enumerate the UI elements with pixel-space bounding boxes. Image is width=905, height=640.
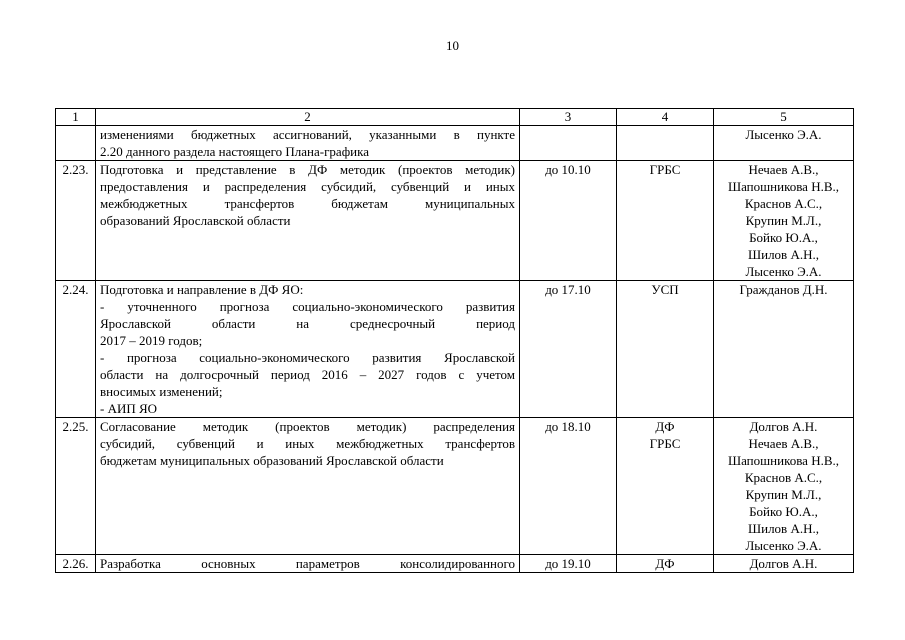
row-executor (617, 555, 714, 573)
executor-line: ГРБС (649, 162, 681, 177)
responsible-line: Шилов А.Н., (748, 521, 819, 536)
row-description (96, 126, 520, 161)
description-line: межбюджетных трансфертов бюджетам муниципальных (100, 196, 515, 211)
row-responsible (714, 161, 854, 281)
row-number: 2.23. (56, 161, 96, 281)
description-line: 2017 – 2019 годов; (100, 333, 203, 348)
row-description (96, 555, 520, 573)
row-deadline: до 17.10 (520, 281, 617, 418)
executor-line: ДФ (655, 556, 675, 571)
table-row (56, 418, 854, 555)
row-number: 2.26. (56, 555, 96, 573)
row-deadline: до 18.10 (520, 418, 617, 555)
description-line: образований Ярославской области (100, 213, 291, 228)
responsible-line: Шилов А.Н., (748, 247, 819, 262)
row-number: 2.24. (56, 281, 96, 418)
description-line: Ярославской области на среднесрочный период (100, 316, 515, 331)
responsible-line: Крупин М.Л., (745, 487, 822, 502)
page-number: 10 (446, 38, 459, 53)
description-line: - уточненного прогноза социально-экономического развития (100, 299, 515, 314)
responsible-line: Лысенко Э.А. (745, 127, 822, 142)
responsible-line: Нечаев А.В., (748, 436, 819, 451)
responsible-line: Бойко Ю.А., (749, 504, 818, 519)
responsible-line: Крупин М.Л., (745, 213, 822, 228)
table-row (56, 555, 854, 573)
row-deadline (520, 126, 617, 161)
row-description (96, 281, 520, 418)
row-executor (617, 126, 714, 161)
row-description (96, 161, 520, 281)
description-line: 2.20 данного раздела настоящего Плана-графика (100, 144, 369, 159)
header-col-3: 3 (520, 109, 617, 126)
responsible-line: Нечаев А.В., (748, 162, 819, 177)
description-line: вносимых изменений; (100, 384, 223, 399)
responsible-line: Лысенко Э.А. (745, 264, 822, 279)
row-number (56, 126, 96, 161)
row-responsible (714, 555, 854, 573)
header-col-4: 4 (617, 109, 714, 126)
description-line: изменениями бюджетных ассигнований, указанными в пункте (100, 127, 515, 142)
row-responsible (714, 418, 854, 555)
responsible-line: Лысенко Э.А. (745, 538, 822, 553)
executor-line: ДФ (655, 419, 675, 434)
row-executor (617, 418, 714, 555)
responsible-line: Долгов А.Н. (749, 419, 818, 434)
row-description (96, 418, 520, 555)
row-executor (617, 161, 714, 281)
plan-schedule-table (55, 108, 854, 573)
table-row (56, 281, 854, 418)
description-line: - прогноза социально-экономического развития Ярославской (100, 350, 515, 365)
row-responsible (714, 126, 854, 161)
table-row (56, 161, 854, 281)
description-line: области на долгосрочный период 2016 – 2027 годов с учетом (100, 367, 515, 382)
row-deadline: до 19.10 (520, 555, 617, 573)
description-line: Разработка основных параметров консолидированного (100, 556, 515, 571)
description-line: субсидий, субвенций и иных межбюджетных трансфертов (100, 436, 515, 451)
row-responsible (714, 281, 854, 418)
responsible-line: Шапошникова Н.В., (727, 453, 840, 468)
row-number: 2.25. (56, 418, 96, 555)
responsible-line: Гражданов Д.Н. (739, 282, 828, 297)
table-row (56, 126, 854, 161)
description-line: - АИП ЯО (100, 401, 158, 416)
description-line: Подготовка и направление в ДФ ЯО: (100, 282, 304, 297)
header-col-5: 5 (714, 109, 854, 126)
responsible-line: Краснов А.С., (744, 470, 823, 485)
description-line: Подготовка и представление в ДФ методик (проектов методик) (100, 162, 515, 177)
responsible-line: Краснов А.С., (744, 196, 823, 211)
table-header-row (56, 109, 854, 126)
row-deadline: до 10.10 (520, 161, 617, 281)
responsible-line: Шапошникова Н.В., (727, 179, 840, 194)
executor-line: ГРБС (649, 436, 681, 451)
header-col-2: 2 (96, 109, 520, 126)
description-line: Согласование методик (проектов методик) распределения (100, 419, 515, 434)
executor-line: УСП (651, 282, 679, 297)
description-line: предоставления и распределения субсидий, субвенций и иных (100, 179, 515, 194)
description-line: бюджетам муниципальных образований Ярославской области (100, 453, 444, 468)
row-executor (617, 281, 714, 418)
responsible-line: Бойко Ю.А., (749, 230, 818, 245)
header-col-1: 1 (56, 109, 96, 126)
responsible-line: Долгов А.Н. (749, 556, 818, 571)
